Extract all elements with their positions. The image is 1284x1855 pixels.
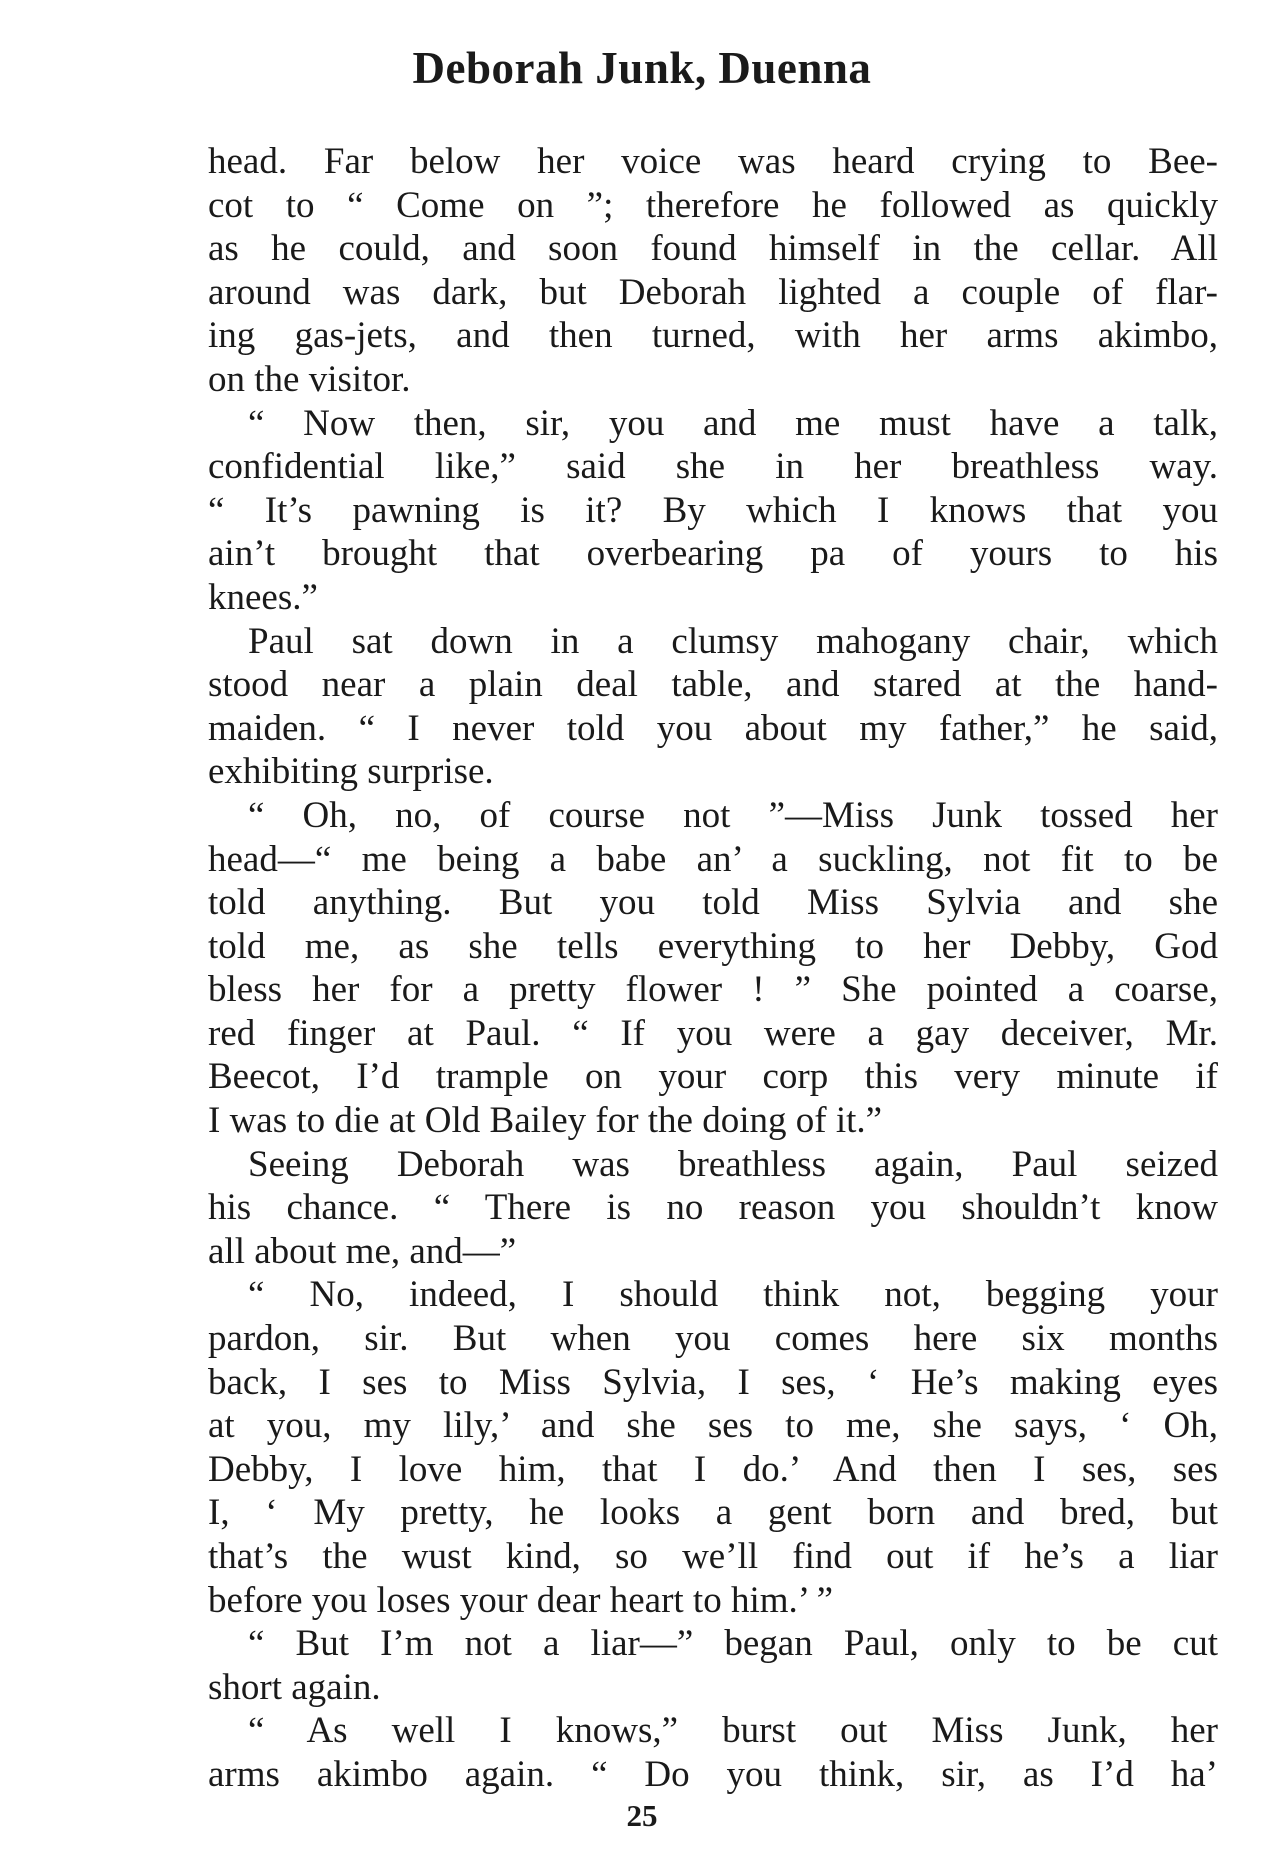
text-line: I, ‘ My pretty, he looks a gent born and bred, but	[208, 1492, 1218, 1534]
text-line: pardon, sir. But when you comes here six months	[208, 1318, 1218, 1360]
page-number: 25	[626, 1798, 658, 1833]
text-line: I was to die at Old Bailey for the doing of it.”	[208, 1100, 883, 1142]
text-line: “ No, indeed, I should think not, begging your	[248, 1274, 1218, 1316]
text-line: head—“ me being a babe an’ a suckling, not fit to be	[208, 838, 1218, 880]
text-line: Paul sat down in a clumsy mahogany chair, which	[248, 620, 1218, 662]
text-line: knees.”	[208, 576, 318, 618]
text-line: red finger at Paul. “ If you were a gay deceiver, Mr.	[208, 1012, 1218, 1054]
text-line: confidential like,” said she in her breathless way.	[208, 446, 1218, 488]
text-line: Debby, I love him, that I do.’ And then I ses, ses	[208, 1448, 1218, 1490]
text-line: that’s the wust kind, so we’ll find out if he’s a liar	[208, 1536, 1218, 1577]
body-text	[208, 140, 1218, 1797]
text-line: stood near a plain deal table, and stared at the hand-	[208, 664, 1218, 706]
text-line: told anything. But you told Miss Sylvia and she	[208, 882, 1218, 924]
text-line: “ As well I knows,” burst out Miss Junk, her	[248, 1710, 1218, 1752]
text-line: “ It’s pawning is it? By which I knows that you	[208, 489, 1218, 531]
text-line: “ Now then, sir, you and me must have a talk,	[248, 402, 1218, 444]
text-line: cot to “ Come on ”; therefore he followed as quickly	[208, 184, 1218, 226]
text-line: at you, my lily,’ and she ses to me, she says, ‘ Oh,	[208, 1405, 1218, 1447]
text-line: maiden. “ I never told you about my father,” he said,	[208, 707, 1218, 749]
text-line: arms akimbo again. “ Do you think, sir, as I’d ha’	[208, 1753, 1218, 1795]
running-head: Deborah Junk, Duenna	[412, 43, 872, 93]
text-line: around was dark, but Deborah lighted a couple of flar-	[208, 271, 1218, 313]
text-line: as he could, and soon found himself in the cellar. All	[208, 228, 1218, 270]
text-line: ing gas-jets, and then turned, with her arms akimbo,	[208, 315, 1218, 357]
text-line: ain’t brought that overbearing pa of yours to his	[208, 533, 1218, 575]
text-line: head. Far below her voice was heard crying to Bee-	[208, 141, 1218, 182]
text-line: told me, as she tells everything to her Debby, God	[208, 925, 1218, 967]
text-line: before you loses your dear heart to him.’ ”	[208, 1579, 834, 1621]
text-line: “ Oh, no, of course not ”—Miss Junk tossed her	[248, 794, 1218, 836]
text-line: exhibiting surprise.	[208, 751, 494, 793]
text-line: Beecot, I’d trample on your corp this very minute if	[208, 1056, 1218, 1098]
text-line: on the visitor.	[208, 358, 411, 400]
text-line: “ But I’m not a liar—” began Paul, only to be cut	[248, 1623, 1218, 1665]
text-line: his chance. “ There is no reason you shouldn’t know	[208, 1187, 1218, 1229]
text-line: all about me, and—”	[208, 1230, 517, 1272]
text-line: back, I ses to Miss Sylvia, I ses, ‘ He’s making eyes	[208, 1361, 1218, 1403]
text-line: bless her for a pretty flower ! ” She pointed a coarse,	[208, 969, 1218, 1011]
text-line: short again.	[208, 1666, 381, 1708]
text-line: Seeing Deborah was breathless again, Paul seized	[248, 1143, 1218, 1185]
